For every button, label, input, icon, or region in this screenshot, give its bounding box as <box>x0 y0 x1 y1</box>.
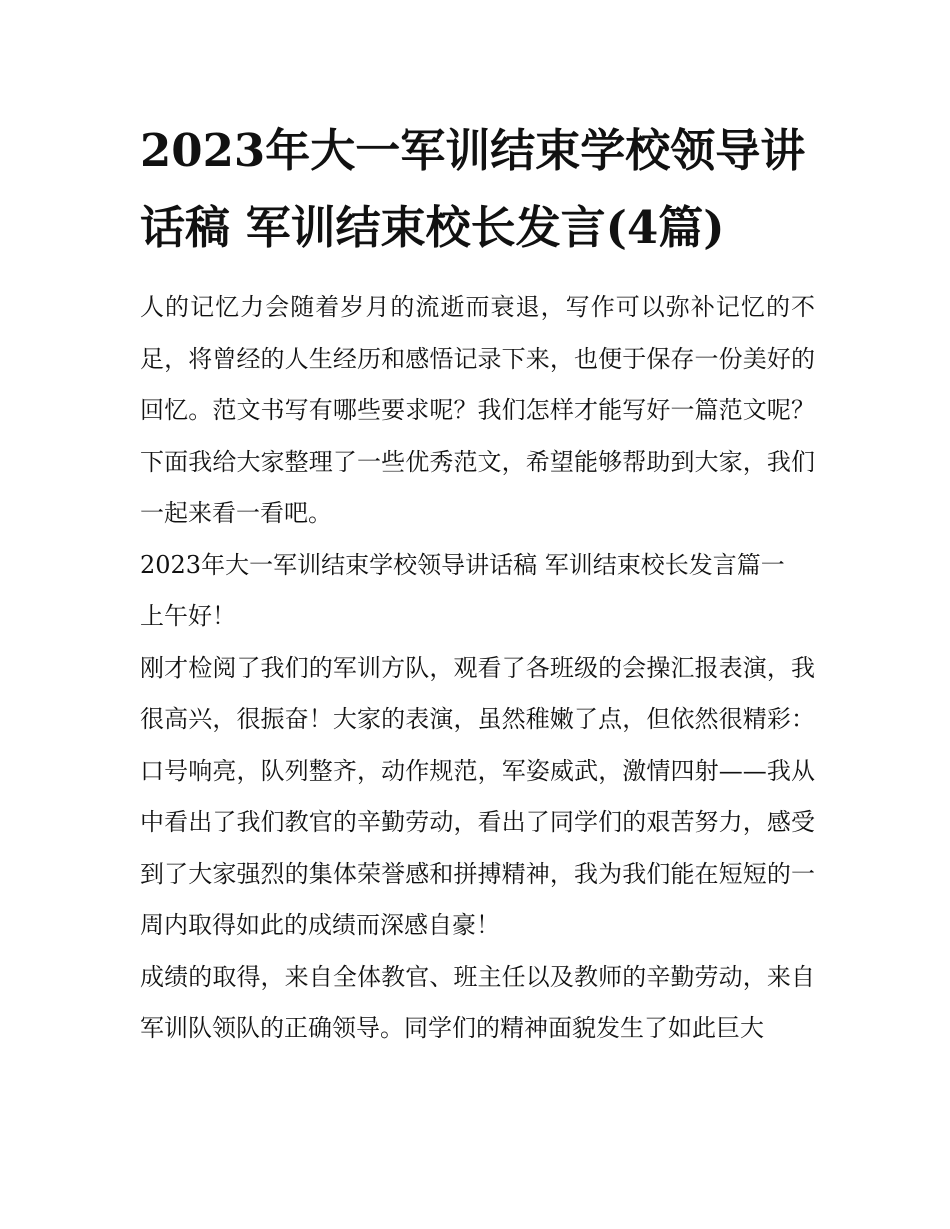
body-paragraph: 刚才检阅了我们的军训方队，观看了各班级的会操汇报表演，我很高兴，很振奋！大家的表演，虽然稚嫩了点，但依然很精彩：口号响亮，队列整齐，动作规范，军姿威武，激情四射——我从中看出了我们教官的辛勤劳动，看出了同学们的艰苦努力，感受到了大家强烈的集体荣誉感和拼搏精神，我为我们能在短短的一周内取得如此的成绩而深感自豪！ <box>140 653 815 939</box>
document-page <box>140 112 815 1055</box>
section-heading: 2023年大一军训结束学校领导讲话稿 军训结束校长发言篇一 <box>140 550 785 579</box>
greeting-paragraph: 上午好！ <box>140 602 236 630</box>
intro-paragraph: 人的记忆力会随着岁月的流逝而衰退，写作可以弥补记忆的不足，将曾经的人生经历和感悟记录下来，也便于保存一份美好的回忆。范文书写有哪些要求呢？我们怎样才能写好一篇范文呢？下面我给大家整理了一些优秀范文，希望能够帮助到大家，我们一起来看一看吧。 <box>140 293 815 527</box>
body-paragraph: 成绩的取得，来自全体教官、班主任以及教师的辛勤劳动，来自军训队领队的正确领导。同学们的精神面貌发生了如此巨大 <box>140 962 815 1042</box>
document-title: 2023年大一军训结束学校领导讲话稿 军训结束校长发言(4篇) <box>140 124 806 254</box>
